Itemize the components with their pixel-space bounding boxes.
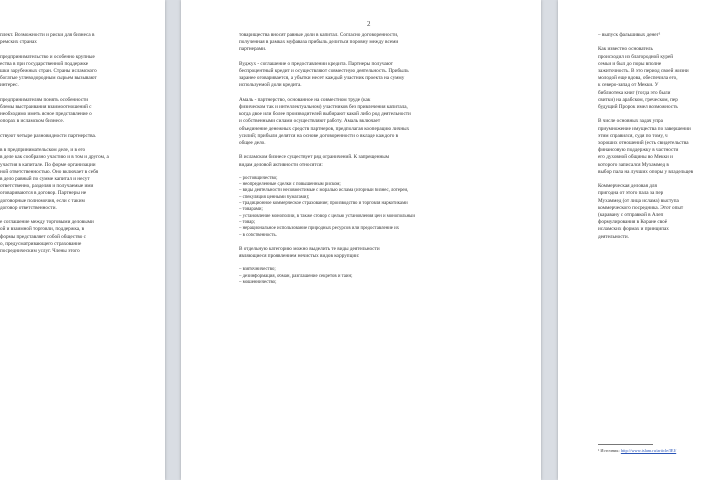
text-line [0,140,155,147]
text-line: партнерами. [239,46,267,53]
text-line: Коммерческая деловая для [598,183,657,190]
text-line: Мухаммед (от лица ислама) выступа [598,197,679,204]
text-line: товарищества вносят равные доли в капитал. Согласно договоренности, [239,32,399,38]
text-line [598,111,720,118]
text-line: плект. Возможности и риски для бизнеса в [0,32,95,38]
text-line: ствуют четыре разновидности партнерства. [0,132,97,139]
text-line: свитки) на арабском, греческом, пер [598,96,678,103]
text-line: участия в капитале. По форме организации [0,161,96,168]
text-line: объединение денежных средств партнеров, предполагая кооперацию личных [239,125,410,132]
list-item: – взяточничество; [239,267,511,273]
text-line [0,212,155,219]
text-line: к северо-запад от Мекки. У [598,82,659,89]
text-line [239,54,511,61]
text-line: о, предусматривающего страхование [0,240,82,247]
text-line: В отдельную категорию можно выделить те виды деятельности [239,245,380,252]
text-line: и собственными силами осуществляют работу. Амаль включает [239,118,381,125]
text-line: видам деловой активности относятся: [239,161,323,168]
text-line: договорные полномочия, если с таким [0,197,85,204]
text-line: Вуджух - соглашение о предоставлении кредита. Партнеры получают [239,60,393,67]
text-line: в дело равный по сумме капитал и несут [0,176,90,183]
list-item: – установление монополии, в также сговор с целью установления цен и монопольный [239,214,511,220]
list-item: – дезинформация, обман, разглашение секретов и тайн; [239,274,511,280]
text-line: этим справился, судя по тому, ч [598,132,668,139]
text-line: деятельности. [598,233,629,240]
text-line: исламских формах и принципах [598,226,669,233]
page-number: 2 [367,20,371,28]
text-line: зажиточность. В это период своей жизни [598,68,689,75]
text-line: ества в при государственной поддержке [0,60,89,67]
text-line: усилий; прибыли делятся на основе договоренности о вкладе каждого в [239,132,399,139]
page-text [598,32,720,241]
text-line: Амаль - партнерство, основанное на совместном труде (как [239,96,371,103]
text-line: предпринимателям понять особенности [0,96,89,103]
text-line: беспроцентный кредит и осуществляют совместную деятельность. Прибыль [239,68,409,75]
page-text [0,32,155,255]
text-line [0,126,155,133]
text-line: приумножение имущества по завершении [598,125,691,132]
corruption-list [239,267,511,286]
text-line: договор ответственности. [0,204,57,211]
text-line: В числе основных задач упра [598,118,663,125]
text-line: которого записался Мухаммед в [598,161,669,168]
list-item: – мошенничество; [239,280,511,286]
list-item: – виды деятельности несовместимые с моралью ислама (игорный бизнес, лотереи, [239,188,511,194]
footnote-label: ¹ Источник: [598,448,620,453]
document-page-left [0,0,165,480]
text-line: в деле как сообразно участию и в том и другом, а [0,154,109,161]
text-line: посредническим услуг. Члены этого [0,248,80,255]
text-line: полученная в рамках муфаваза прибыль делиться поровну между всеми [239,39,399,46]
list-item: – спекуляция ценными бумагами); [239,195,511,201]
text-line: ремских странах [0,39,37,46]
text-line: выбор пала на лучших опоры у владельцев [598,168,694,175]
text-line: физическом так и интеллектуальном) участников без привлечения капитала, [239,104,408,111]
text-line: (каравану с отправкой в Алеп [598,212,664,219]
document-page-middle [181,0,541,480]
text-line: хороших отношений (есть свидетельства [598,140,689,147]
text-line: будущий Пророк имел возможность [598,104,678,111]
text-line: богатые углеводородным сырьем вызывают [0,75,97,82]
text-line [0,46,155,53]
document-page-right [558,0,720,480]
text-line: блемы выстраивания взаимоотношений с [0,104,92,111]
text-line [598,39,720,46]
text-line: формулирования в Коране своё [598,219,668,226]
text-line: оговариваются в договор. Партнеры не [0,190,87,197]
text-line: Как известно основатель [598,46,653,53]
text-line: заранее оговаривается, а убытки несет каждый участник проекта на сумму [239,75,405,82]
footnote [598,448,676,453]
text-line [239,90,511,97]
text-line: ной ответственностью. Оно включает в себя [0,168,98,175]
text-line: необходимо иметь ясное представление о [0,111,92,118]
list-item: – в собственность. [239,233,511,239]
text-line: библиотека книг (тогда это были [598,89,671,96]
restriction-list [239,176,511,239]
text-line: происходил из благородной курей [598,53,674,60]
text-line: пригодна от этого пала за пер [598,190,664,197]
text-line: ответственно, разделяя и получаемые ими [0,183,94,190]
list-item: – традиционное коммерческое страхование; производство и торговля наркотиками [239,201,511,207]
text-line: В исламском бизнесе существует ряд ограничений. К запрещенным [239,154,390,161]
text-line: опорах в исламском бизнесе. [0,118,65,125]
text-line: когда двое или более производителей выбирают какой либо род деятельности [239,111,411,118]
list-item: – ростовщичество; [239,176,511,182]
text-line: молодой еще вдова, обеспечила его, [598,75,678,82]
text-line: используемой доли кредита. [239,82,302,89]
text-line [598,176,720,183]
text-line: общее дело. [239,140,266,147]
footnote-link[interactable]: http://www.islam.ru/article/IEI/ [620,448,677,453]
text-line [0,90,155,97]
text-line: коммерческого посредника. Этот опыт [598,204,684,211]
list-item: – нерациональное использование природных ресурсов или предоставление их [239,226,511,232]
text-line: финансовую поддержку в частности [598,147,679,154]
text-line: интерес. [0,82,19,89]
text-line: являющиеся проявлением нечистых видов коррупции: [239,253,360,260]
text-line: ой и взаимной торговли, поддержка, в [0,226,85,233]
text-line: е соглашение между торговыми деловыми [0,219,94,226]
text-line: формы представляет собой общество с [0,233,86,240]
text-line: – выпуск фальшивых денег¹ [598,32,661,38]
text-line [239,147,511,154]
list-item: – товар; [239,220,511,226]
text-line: семьи и был до поры вполне [598,60,662,67]
page-text [239,32,511,286]
text-line: в в предпринимательском деле, и в его [0,147,86,154]
list-item: – товарами; [239,207,511,213]
text-line: предпринимательство и особенно крупные [0,53,95,60]
text-line: шки зарубежных стран. Страны исламского [0,68,97,75]
footnote-divider [598,444,653,445]
text-line: его духовной общины во Мекки и [598,154,673,161]
list-item: – неопределенные сделки с повышенным риском; [239,182,511,188]
